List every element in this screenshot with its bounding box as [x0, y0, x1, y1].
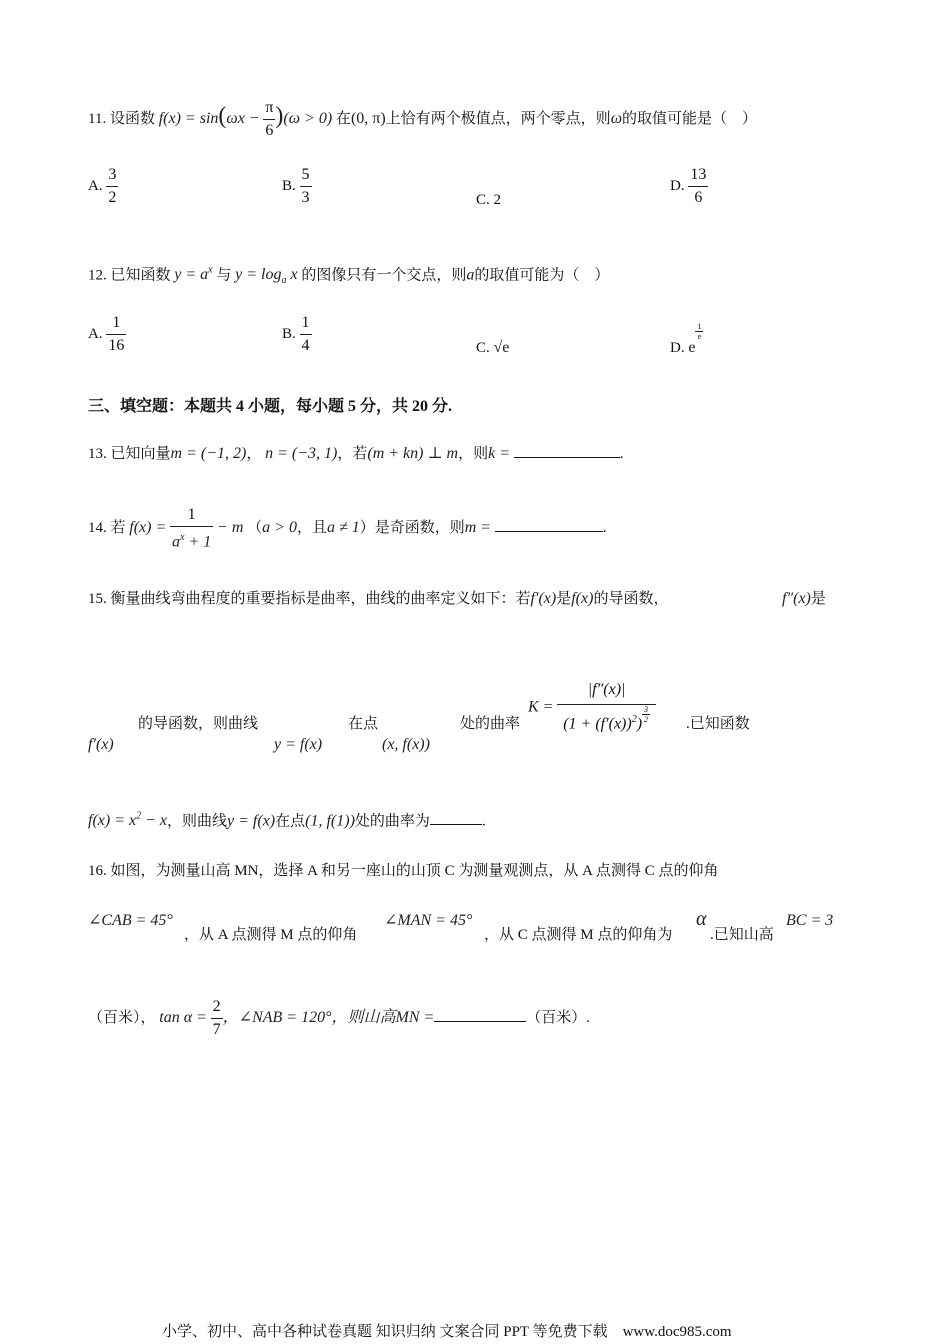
- page-footer: 小学、初中、高中各种试卷真题 知识归纳 文案合同 PPT 等免费下载 www.doc985.com: [162, 1324, 732, 1340]
- q15-fdef: $f(x) = x^2 - x$: [88, 811, 168, 830]
- q15-line1: 15. 衡量曲线弯曲程度的重要指标是曲率，曲线的曲率定义如下：若f′(x)是f(x)的导函数，: [88, 590, 669, 607]
- q16-line1: 16. 如图，为测量山高 MN，选择 A 和另一座山的山顶 C 为测量观测点，从 A 点测得 C 点的仰角: [88, 863, 719, 879]
- q16-line2-mid2: ，从 C 点测得 M 点的仰角为: [484, 927, 673, 943]
- q15-curv: 处的曲率: [460, 716, 521, 732]
- q12-option-d-exponent: $\frac{1}{e}$: [697, 322, 702, 341]
- q11-paren-open: (: [218, 103, 227, 129]
- q11-option-c: C. 2: [476, 192, 502, 208]
- q16-man: ∠MAN = 45°: [384, 912, 473, 929]
- q12-option-d: D. e $\frac{1}{e}$: [670, 322, 702, 356]
- q15-answer-blank[interactable]: [430, 810, 482, 825]
- q12-option-b: B. $\frac{1}{4}$: [282, 312, 312, 357]
- q11-option-d: D. $\frac{13}{6}$: [670, 164, 708, 209]
- section-3-heading: 三、填空题：本题共 4 小题，每小题 5 分，共 20 分.: [88, 398, 453, 415]
- q15-line3: $f(x) = x^2 - x$，则曲线y = f(x)在点(1, f(1))处的曲率为 .: [88, 811, 486, 830]
- q16-line2: ∠CAB = 45°: [88, 912, 173, 929]
- q13-stem: 13. 已知向量m = (−1, 2)， n = (−3, 1)，若(m + kn) ⊥ m，则k = .: [88, 445, 624, 462]
- q12-option-a-fraction: $\frac{1}{16}$: [108, 314, 125, 355]
- q12-option-a: A. $\frac{1}{16}$: [88, 312, 126, 357]
- q16-alpha: α: [696, 908, 707, 930]
- q11-interval: (0, π): [350, 110, 386, 127]
- q14-answer-blank[interactable]: [495, 517, 603, 532]
- q16-line2-mid: ，从 A 点测得 M 点的仰角: [184, 927, 358, 943]
- q11-arg: ωx −: [226, 110, 260, 127]
- q11-option-b-fraction: $\frac{5}{3}$: [301, 166, 310, 207]
- q15-power-fraction: $\frac{3}{2}$: [644, 705, 649, 724]
- q11-number: 11.: [88, 111, 107, 127]
- q11-cond: (ω > 0): [283, 110, 333, 127]
- q11-pi-fraction: $\frac{\pi}{6}$: [265, 99, 274, 140]
- q11-tail: 的取值可能是（ ）: [621, 111, 757, 127]
- q15-curve: y = f(x): [274, 736, 323, 753]
- q15-line1-tail: f″(x)是: [782, 590, 826, 607]
- q15-deriv2: 的导函数，则曲线: [138, 716, 259, 732]
- q11-mid: 在: [335, 111, 351, 127]
- q11-option-b: B. $\frac{5}{3}$: [282, 164, 312, 209]
- q15-fp2: f′(x): [88, 736, 114, 753]
- q11-option-d-fraction: $\frac{13}{6}$: [690, 166, 707, 207]
- q11-stem: [88, 94, 757, 138]
- q15-curvature-formula: K = |f″(x)| $(1 + (f'(x))^2)$ $\frac{3}{2}$: [528, 676, 656, 739]
- q16-bc: BC = 3: [786, 912, 834, 929]
- q16-answer-blank[interactable]: [434, 1007, 526, 1022]
- q15-given: .已知函数: [686, 716, 750, 732]
- q12-option-b-fraction: $\frac{1}{4}$: [301, 314, 310, 355]
- q11-pre: 设函数: [109, 111, 155, 127]
- q14-stem: 14. 若 f(x) = $\frac{1}{a^x + 1}$ − m （a > 0，且a ≠ 1）是奇函数，则m = .: [88, 504, 607, 553]
- q15-curvature-fraction: |f″(x)| $(1 + (f'(x))^2)$ $\frac{3}{2}$: [557, 676, 656, 739]
- q11-option-a-fraction: $\frac{3}{2}$: [108, 166, 117, 207]
- q12-stem: 12. 已知函数 $y = a^x$ 与 $y = \log_a x$ 的图像只有一个交点，则a的取值可能为（ ）: [88, 265, 610, 287]
- q12-f1: $y = a^x$: [174, 265, 213, 284]
- q15-point: (x, f(x)): [382, 736, 430, 753]
- q14-fraction: $\frac{1}{a^x + 1}$: [172, 506, 212, 551]
- q11-omega: ω: [610, 110, 622, 127]
- q16-line2-tail: .已知山高: [710, 927, 774, 943]
- q16-line3: （百米）， tan α = $\frac{2}{7}$ ，∠NAB = 120°，则山高MN = （百米）.: [88, 996, 590, 1041]
- q11-post: 上恰有两个极值点，两个零点，则: [385, 111, 611, 127]
- q16-tan-fraction: $\frac{2}{7}$: [212, 998, 221, 1039]
- q11-paren-close: ): [275, 103, 284, 129]
- q11-option-a: A. $\frac{3}{2}$: [88, 164, 118, 209]
- q11-fx: f(x) = sin: [158, 110, 219, 127]
- q13-answer-blank[interactable]: [514, 443, 620, 458]
- q15-at: 在点: [348, 716, 379, 732]
- q12-f2: $y = \log_a x$: [235, 266, 298, 287]
- q12-option-c: C. √e: [476, 339, 510, 356]
